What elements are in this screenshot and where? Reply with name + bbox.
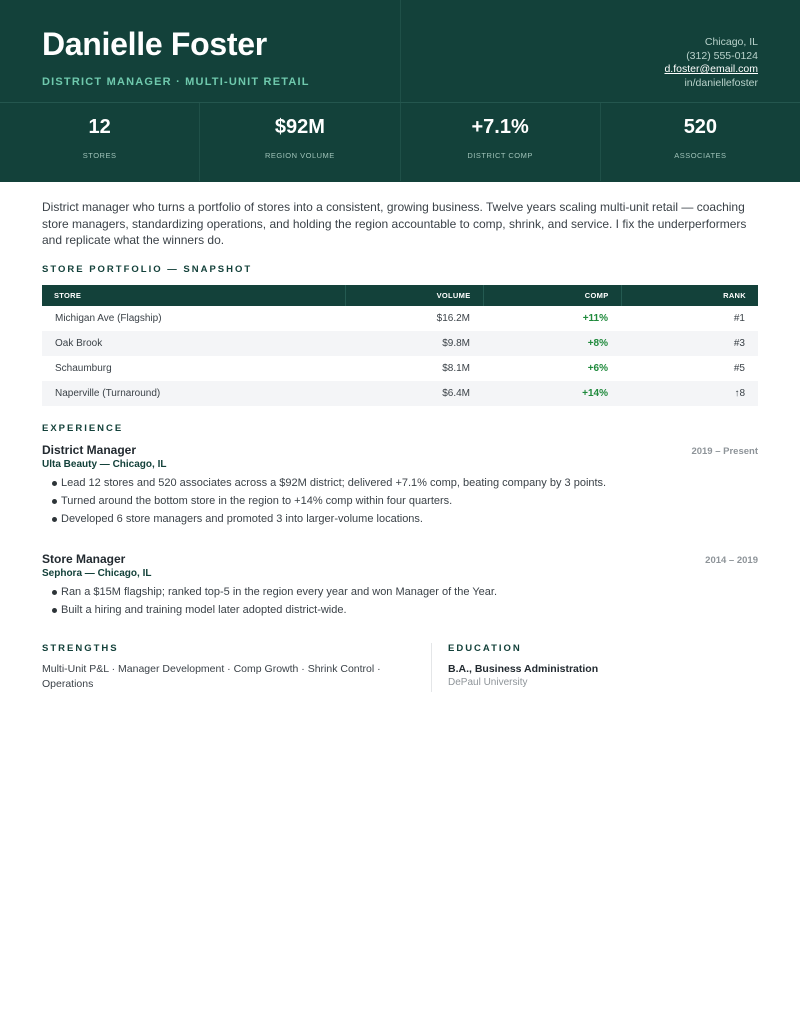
- contact-phone: (312) 555-0124: [686, 49, 758, 62]
- list-item: Ran a $15M flagship; ranked top-5 in the region every year and won Manager of the Year.: [42, 583, 758, 601]
- job-organization: Sephora — Chicago, IL: [42, 567, 152, 579]
- stat-value: 520: [683, 116, 718, 138]
- cell-volume: $9.8M: [442, 337, 470, 349]
- stat-label: DISTRICT COMP: [467, 151, 533, 160]
- cell-comp: +8%: [587, 337, 608, 349]
- table-row: [42, 356, 758, 381]
- job-title: District Manager: [42, 442, 137, 457]
- resume-body: [0, 199, 800, 692]
- strengths-list: Multi-Unit P&L · Manager Development · Comp Growth · Shrink Control · Operations: [42, 662, 381, 690]
- stat-label: REGION VOLUME: [264, 151, 335, 160]
- portfolio-section-title: STORE PORTFOLIO — SNAPSHOT: [42, 263, 253, 275]
- header-divider: [400, 0, 401, 102]
- header-banner: [0, 0, 800, 182]
- contact-location: Chicago, IL: [704, 36, 758, 48]
- cell-comp: +11%: [582, 312, 608, 324]
- job-organization: Ulta Beauty — Chicago, IL: [42, 458, 167, 470]
- cell-store: Schaumburg: [55, 362, 112, 374]
- education-section-title: EDUCATION: [448, 642, 522, 654]
- job-bullets: [42, 583, 758, 619]
- job-bullets: [42, 474, 758, 528]
- stat-value: 12: [88, 116, 111, 138]
- list-item: Turned around the bottom store in the region to +14% comp within four quarters.: [42, 492, 758, 510]
- table-header-row: [42, 285, 758, 306]
- contact-block: [664, 36, 758, 90]
- stat-value: $92M: [274, 116, 325, 138]
- table-row: [42, 331, 758, 356]
- list-item: Built a hiring and training model later adopted district-wide.: [42, 601, 758, 619]
- cell-store: Naperville (Turnaround): [55, 387, 161, 399]
- table-row: [42, 381, 758, 406]
- stat-region-volume: [200, 103, 400, 181]
- job-entry: [42, 552, 758, 619]
- cell-rank: #3: [733, 337, 745, 349]
- education-column: [432, 643, 598, 692]
- job-dates: 2019 – Present: [691, 445, 758, 457]
- cell-volume: $16.2M: [436, 312, 470, 324]
- contact-email-link[interactable]: d.foster@email.com: [664, 63, 758, 75]
- education-school: DePaul University: [448, 676, 528, 688]
- candidate-role: DISTRICT MANAGER · MULTI-UNIT RETAIL: [42, 76, 310, 88]
- cell-rank: #5: [733, 362, 745, 374]
- stat-associates: [601, 103, 800, 181]
- summary-paragraph: District manager who turns a portfolio of stores into a consistent, growing business. Twelve years scaling multi-unit retail — coaching store managers, standardizing operations, and holding the region accountable to comp, shrink, and service. I fix the underperformers and replicate what the winners do.: [42, 200, 747, 247]
- column-header-rank: RANK: [723, 290, 746, 300]
- education-degree: B.A., Business Administration: [448, 662, 599, 675]
- strengths-column: [42, 643, 432, 692]
- job-entry: [42, 443, 758, 528]
- stats-bar: [0, 103, 800, 181]
- column-header-volume: VOLUME: [345, 285, 483, 306]
- cell-volume: $6.4M: [442, 387, 470, 399]
- stat-value: +7.1%: [471, 116, 529, 138]
- column-header-comp: COMP: [483, 285, 621, 306]
- header-top: [0, 0, 800, 103]
- stat-label: ASSOCIATES: [674, 151, 727, 160]
- list-item: Lead 12 stores and 520 associates across a $92M district; delivered +7.1% comp, beating company by 3 points.: [42, 474, 758, 492]
- stat-label: STORES: [82, 151, 117, 160]
- stat-district-comp: [401, 103, 601, 181]
- column-header-store: STORE: [42, 285, 345, 306]
- list-item: Developed 6 store managers and promoted 3 into larger-volume locations.: [42, 510, 758, 528]
- portfolio-table: [42, 285, 758, 406]
- contact-linkedin: in/daniellefoster: [684, 76, 758, 89]
- cell-store: Oak Brook: [55, 337, 103, 349]
- experience-section-title: EXPERIENCE: [42, 422, 124, 434]
- cell-rank: ↑8: [734, 387, 745, 399]
- bottom-columns: [42, 643, 758, 692]
- cell-comp: +6%: [587, 362, 608, 374]
- cell-volume: $8.1M: [442, 362, 470, 374]
- stat-stores: [0, 103, 200, 181]
- table-row: [42, 306, 758, 331]
- cell-rank: #1: [733, 312, 745, 324]
- cell-comp: +14%: [582, 387, 608, 399]
- strengths-section-title: STRENGTHS: [42, 642, 119, 654]
- job-title: Store Manager: [42, 551, 126, 566]
- candidate-name: Danielle Foster: [42, 26, 267, 62]
- job-dates: 2014 – 2019: [705, 554, 758, 566]
- cell-store: Michigan Ave (Flagship): [55, 312, 162, 324]
